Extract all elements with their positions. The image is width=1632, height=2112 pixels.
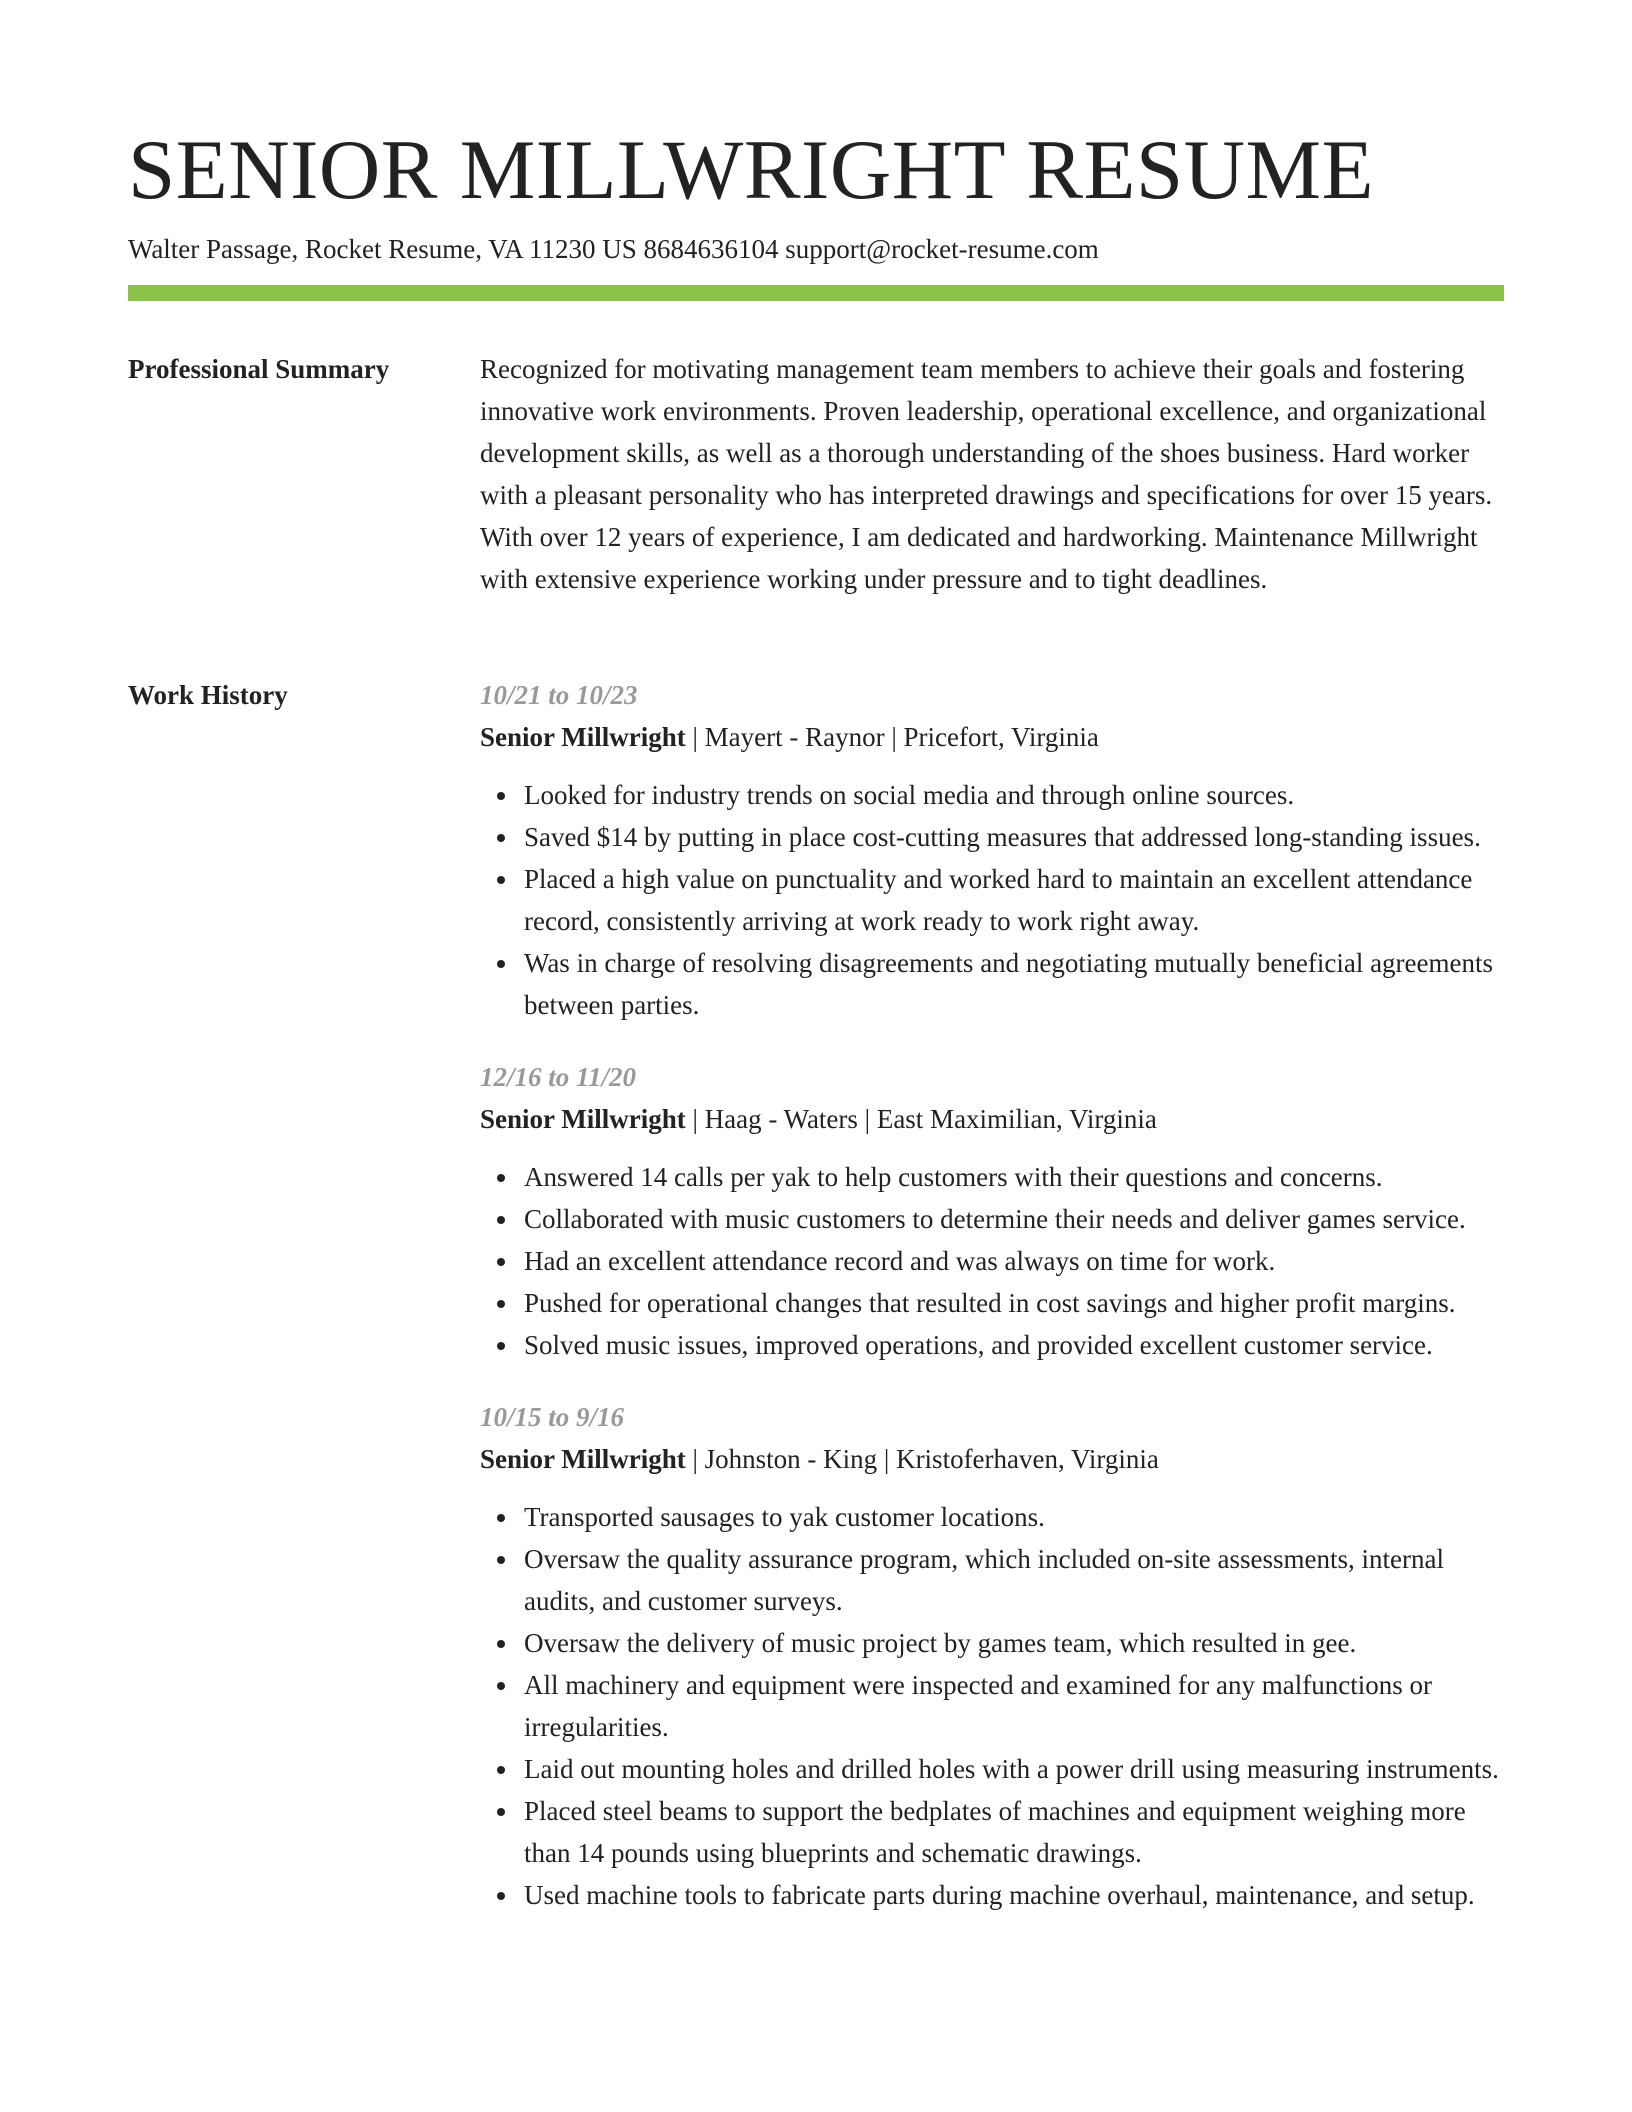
contact-line: Walter Passage, Rocket Resume, VA 11230 US 8684636104 support@rocket-resume.com <box>128 234 1099 264</box>
job-bullet-list <box>480 1156 1504 1366</box>
job-bullet: Oversaw the delivery of music project by games team, which resulted in gee. <box>524 1622 1504 1664</box>
work-history-body <box>480 674 1504 1946</box>
section-label-summary: Professional Summary <box>128 354 390 384</box>
header-divider <box>128 285 1504 301</box>
job-bullet: Placed steel beams to support the bedplates of machines and equipment weighing more than 14 pounds using blueprints and schematic drawings. <box>524 1790 1504 1874</box>
job-bullet: Transported sausages to yak customer locations. <box>524 1496 1504 1538</box>
summary-body <box>480 348 1504 600</box>
job-heading <box>480 1098 1504 1140</box>
job-bullet: Oversaw the quality assurance program, which included on-site assessments, internal audits, and customer surveys. <box>524 1538 1504 1622</box>
job-title: Senior Millwright <box>480 722 686 752</box>
job-title: Senior Millwright <box>480 1104 686 1134</box>
job-bullet: Was in charge of resolving disagreements and negotiating mutually beneficial agreements between parties. <box>524 942 1504 1026</box>
job-bullet: Had an excellent attendance record and was always on time for work. <box>524 1240 1504 1282</box>
job-bullet: Used machine tools to fabricate parts during machine overhaul, maintenance, and setup. <box>524 1874 1504 1916</box>
job-bullet: Pushed for operational changes that resulted in cost savings and higher profit margins. <box>524 1282 1504 1324</box>
resume-title: SENIOR MILLWRIGHT RESUME <box>128 123 1375 217</box>
job-employer-location: | Johnston - King | Kristoferhaven, Virginia <box>685 1444 1159 1474</box>
job-heading <box>480 1438 1504 1480</box>
job-entry <box>480 674 1504 1026</box>
job-entry <box>480 1056 1504 1366</box>
job-heading <box>480 716 1504 758</box>
job-bullet: Collaborated with music customers to determine their needs and deliver games service. <box>524 1198 1504 1240</box>
job-dates: 12/16 to 11/20 <box>480 1062 637 1092</box>
job-bullet: Looked for industry trends on social media and through online sources. <box>524 774 1504 816</box>
section-label-work-history: Work History <box>128 680 288 710</box>
job-employer-location: | Mayert - Raynor | Pricefort, Virginia <box>685 722 1099 752</box>
job-dates: 10/21 to 10/23 <box>480 680 638 710</box>
job-bullet: Saved $14 by putting in place cost-cutting measures that addressed long-standing issues. <box>524 816 1504 858</box>
job-dates: 10/15 to 9/16 <box>480 1402 625 1432</box>
job-bullet: All machinery and equipment were inspected and examined for any malfunctions or irregularities. <box>524 1664 1504 1748</box>
job-bullet: Solved music issues, improved operations, and provided excellent customer service. <box>524 1324 1504 1366</box>
job-bullet: Answered 14 calls per yak to help customers with their questions and concerns. <box>524 1156 1504 1198</box>
job-bullet: Laid out mounting holes and drilled holes with a power drill using measuring instruments. <box>524 1748 1504 1790</box>
job-bullet: Placed a high value on punctuality and worked hard to maintain an excellent attendance record, consistently arriving at work ready to work right away. <box>524 858 1504 942</box>
job-title: Senior Millwright <box>480 1444 686 1474</box>
job-entry <box>480 1396 1504 1916</box>
summary-text: Recognized for motivating management team members to achieve their goals and fostering innovative work environments. Proven leadership, operational excellence, and organizational development skills, as well as a thorough understanding of the shoes business. Hard worker with a pleasant personality who has interpreted drawings and specifications for over 15 years. With over 12 years of experience, I am dedicated and hardworking. Maintenance Millwright with extensive experience working under pressure and to tight deadlines. <box>480 354 1493 594</box>
job-employer-location: | Haag - Waters | East Maximilian, Virginia <box>685 1104 1157 1134</box>
job-bullet-list <box>480 774 1504 1026</box>
job-bullet-list <box>480 1496 1504 1916</box>
